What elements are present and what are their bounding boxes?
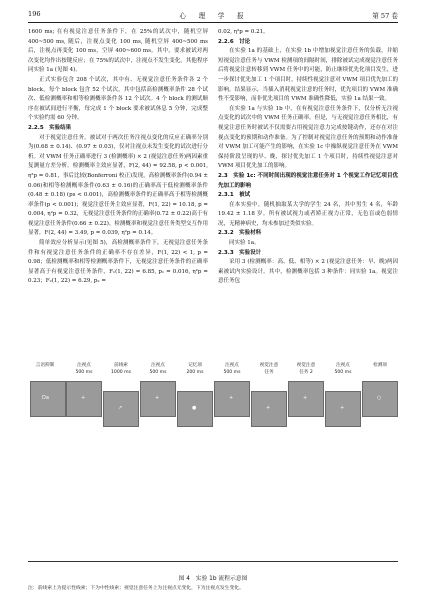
section-heading: 2.3.1 被试	[218, 192, 251, 199]
frame-label: 注视点	[225, 363, 239, 368]
frame-glyph: +	[266, 405, 271, 411]
page-number: 196	[28, 10, 41, 18]
paragraph: 简单效应分析显示(见图 5)，高检测概率条件下，无视觉注意任务条件和有视觉注意任务条件的正确率不存在差异，F(1, 22) < 1, p = 0.98；低检测概率和相等检测概率条件下，无视觉注意任务条件的正确率显著高于有视觉注意任务条件，F₁(1, 22) = 6.85, p₁ = 0.016, η²p = 0.23；F₂(1, 22) = 6.29, p₂ =	[28, 240, 208, 285]
figure-procedure	[28, 363, 398, 573]
frame-duration: 500 ms	[223, 370, 241, 375]
paragraph: 对于视觉注意任务，被试对于两次任务注视点变化的反应正确率分别为(0.68 ± 0.14)、(0.97 ± 0.03)，仅对注视点未发生变化的试次进行分析。对 VWM 任务正确率进行 3 (检测概率) × 2 (视觉注意任务)两因素重复测量方差分析。检测概率主效应显著，F(2, 44) = 92.58, p < 0.001, η²p = 0.81，事后比较(Bonferroni 校正)发现，高检测概率条件(0.94 ± 0.06)和相等检测概率条件(0.63 ± 0.16)的正确率高于低检测概率条件(0.48 ± 0.18) (ps < 0.001)，高检测概率条件的正确率高于相等检测概率条件(p < 0.001)；视觉注意任务主效应显著，F(1, 22) = 10.18, p = 0.004, η²p = 0.32，无视觉注意任务条件的正确率(0.72 ± 0.22)高于有视觉注意任务条件(0.66 ± 0.22)。检测概率和视觉注意任务类型交互作用显著，F(2, 44) = 3.49, p = 0.039, η²p = 0.14。	[28, 134, 208, 237]
paragraph: 采用 3 (检测概率：高、低、相等) × 2 (视觉注意任务：早、晚)两因素被试内实验设计。其中，检测概率包括 3 种条件：同实验 1a。视觉注意任务包	[218, 259, 398, 285]
right-text-column	[218, 28, 398, 287]
paragraph: 0.02, η²p = 0.21。	[218, 29, 269, 35]
journal-title: 心 理 学 报	[179, 12, 247, 20]
section-heading: 2.2.5 实验结果	[28, 124, 72, 131]
paragraph: 在实验 1a 的基础上，在实验 1b 中增加视觉注意任务的负载，并缩短视觉注意任务与 VWM 检测项的间隔时间，排除被试完成视觉注意任务后将视觉注意转移到 VWM 任务中的可能，防止继续优先化项目发生，进一步探讨优先加工 1 个项目时，持续性视觉注意对 VWM 项目优先加工的影响。结果显示，当插入消耗视觉注意的任务时，优先项目的 VWM 准确性不受影响，而非优先项目的 VWM 准确性降低，实验 1a 结果一致。	[218, 48, 398, 103]
frame-label: 注视点	[77, 363, 91, 368]
frame-duration: 200 ms	[186, 370, 204, 375]
stimulus-frame	[103, 391, 139, 427]
frame-duration: 1000 ms	[110, 370, 132, 375]
frame-glyph: +	[81, 395, 86, 401]
stimulus-frame	[177, 391, 213, 427]
frame-glyph: ↗	[118, 405, 123, 411]
stimulus-frame	[251, 391, 287, 427]
stimulus-frame	[66, 381, 102, 417]
timeline-axis	[28, 561, 398, 562]
frame-glyph: +	[229, 395, 234, 401]
frame-glyph: +	[303, 395, 308, 401]
stimulus-frame	[214, 381, 250, 417]
articulatory-suppression-label: 言语抑制	[35, 363, 55, 368]
frame-label: 视觉注意	[259, 363, 279, 368]
paragraph: 1600 ms; 在有视觉注意任务条件下，在 25%的试次中，随机空屏 400~500 ms, 随后，注视点变化 100 ms, 随机空屏 400~500 ms 后，注视点再变化 100 ms，空屏 400~600 ms。其中，要求被试对两次变化均作出按键反应；在 75%的试次中，注视点不发生变化。其他程序同实验 1a (见图 4)。	[28, 29, 208, 74]
section-heading: 2.2.6 讨论	[218, 38, 251, 45]
frame-label: 记忆项	[188, 363, 202, 368]
volume-label: 第 57 卷	[372, 12, 398, 20]
section-heading: 2.3.3 实验设计	[218, 249, 262, 256]
figure-caption: 图 4 实验 1b 流程示意图	[178, 576, 248, 582]
frame-glyph: ●	[192, 405, 197, 411]
frame-label: 前线索	[114, 363, 128, 368]
frame-glyph: ○	[377, 395, 382, 401]
paragraph: 正式实验包含 208 个试次，其中有、无视觉注意任务条件各 2 个 block，每个 block 包含 52 个试次，其中包括高检测概率条件 28 个试次、低检测概率和相等检测概率条件各 12 个试次。4 个 block 的测试顺序在被试间进行平衡，每完成 1 个 block 要求被试休息 5 分钟，完成整个实验约需 60 分钟。	[28, 76, 208, 122]
frame-glyph: Da	[42, 395, 49, 401]
stimulus-frame	[288, 381, 324, 417]
frame-glyph: +	[155, 395, 160, 401]
section-heading: 2.3.2 实验材料	[218, 230, 262, 237]
stimulus-frame	[140, 381, 176, 417]
paragraph: 在本实验中，随机抽取某大学的学生 24 名，其中男生 4 名，年龄 19.42 ± 1.18 岁。所有被试视力或者矫正视力正常，无色盲或色弱情况，无精神病史，均未参加过类似实验。	[218, 201, 398, 227]
frame-duration: 任务	[264, 370, 274, 375]
frame-label: 注视点	[151, 363, 165, 368]
left-text-column	[28, 28, 208, 287]
paragraph: 在实验 1a 与实验 1b 中，在有视觉注意任务条件下，仅分析无注视点变化的试次中的 VWM 任务正确率。但是，与无视觉注意任务相比，有视觉注意任务时被试不仅需要占用视觉注意力完成按键动作，还存在对注视点变化的预期和动作准备。为了控制对视觉注意任务的预期和动作准备对 VWM 加工可能产生的影响，在实验 1c 中操纵视觉注意任务在 VWM 保持阶段呈现的早、晚，探讨优先加工 1 个项目时，持续性视觉注意对 VWM 项目优先加工的影响。	[218, 105, 398, 170]
section-heading: 2.3 实验 1c: 不同时间出现的视觉注意任务对 1 个视觉工作记忆项目优先加工的影响	[218, 172, 398, 189]
header-rule	[28, 22, 398, 23]
stimulus-frame	[325, 391, 361, 427]
frame-duration: 任务 2	[299, 370, 313, 375]
frame-label: 检测项	[373, 363, 387, 368]
frame-label: 视觉注意	[296, 363, 316, 368]
frame-duration: 500 ms	[75, 370, 93, 375]
stimulus-frame	[30, 381, 66, 417]
frame-duration: 500 ms	[149, 370, 167, 375]
paragraph: 同实验 1a。	[229, 240, 260, 247]
figure-note: 注：前线索上为提示性线索；下为中性线索；视觉注意任务上为注视点无变化，下为注视点发生变化。	[28, 586, 244, 591]
page-header	[28, 10, 398, 22]
stimulus-frame	[362, 381, 398, 417]
frame-label: 注视点	[336, 363, 350, 368]
frame-glyph: +	[340, 405, 345, 411]
frame-duration: 500 ms	[334, 370, 352, 375]
